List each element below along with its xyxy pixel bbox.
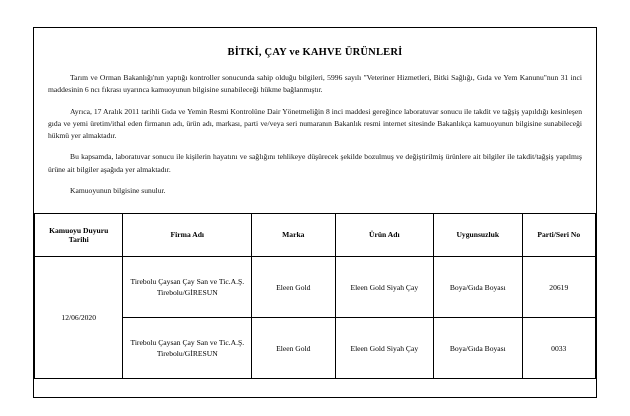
table-body (35, 257, 596, 379)
table-header (35, 214, 596, 257)
column-header-announcement-date: Kamuoyu Duyuru Tarihi (35, 214, 123, 257)
column-header-product-name: Ürün Adı (335, 214, 434, 257)
cell-firm-name: Tirebolu Çaysan Çay San ve Tic.A.Ş. Tirebolu/GİRESUN (123, 318, 252, 379)
cell-product-name: Eleen Gold Siyah Çay (335, 318, 434, 379)
cell-firm-name: Tirebolu Çaysan Çay San ve Tic.A.Ş. Tirebolu/GİRESUN (123, 257, 252, 318)
paragraph-3: Bu kapsamda, laboratuvar sonucu ile kişilerin hayatını ve sağlığını tehlikeye düşürecek şekilde bozulmuş ve değiştirilmiş ürünlere ait bilgiler ile takdit/tağşiş yapılmış ürüne ait bilgiler aşağıda yer almaktadır. (48, 152, 582, 174)
cell-nonconformity: Boya/Gıda Boyası (434, 257, 522, 318)
table-row (35, 257, 596, 318)
paragraph-1: Tarım ve Orman Bakanlığı'nın yaptığı kontroller sonucunda sahip olduğu bilgileri, 5996 sayılı "Veteriner Hizmetleri, Bitki Sağlığı, Gıda ve Yem Kanunu"nun 31 inci maddesinin 6 ncı fıkrası uyarınca kamuoyunun bilgisine sunabileceği hükme bağlanmıştır. (48, 73, 582, 95)
column-header-brand: Marka (252, 214, 335, 257)
table-header-row (35, 214, 596, 257)
products-table (34, 213, 596, 379)
page-title: BİTKİ, ÇAY ve KAHVE ÜRÜNLERİ (227, 47, 403, 58)
paragraph-4: Kamuoyunun bilgisine sunulur. (70, 186, 166, 196)
cell-lot-serial-no: 0033 (522, 318, 595, 379)
cell-lot-serial-no: 20619 (522, 257, 595, 318)
cell-announcement-date: 12/06/2020 (35, 257, 123, 379)
document-frame (33, 27, 597, 398)
cell-nonconformity: Boya/Gıda Boyası (434, 318, 522, 379)
paragraph-2: Ayrıca, 17 Aralık 2011 tarihli Gıda ve Yemin Resmi Kontrolüne Dair Yönetmeliğin 8 inci maddesi gereğince laboratuvar sonucu ile takdit ve tağşiş yapıldığı kesinleşen gıda ve yemi üretim/ithal eden firmanın adı, ürün adı, markası, parti ve/veya seri numaranın Bakanlık resmi internet sitesinde Bakanlıkça kamuoyunun bilgisine sunabileceği hükmü yer almaktadır. (48, 106, 582, 141)
document-body (34, 60, 596, 197)
cell-brand: Eleen Gold (252, 257, 335, 318)
column-header-lot-serial-no: Parti/Seri No (522, 214, 595, 257)
cell-product-name: Eleen Gold Siyah Çay (335, 257, 434, 318)
column-header-firm-name: Firma Adı (123, 214, 252, 257)
cell-brand: Eleen Gold (252, 318, 335, 379)
column-header-nonconformity: Uygunsuzluk (434, 214, 522, 257)
